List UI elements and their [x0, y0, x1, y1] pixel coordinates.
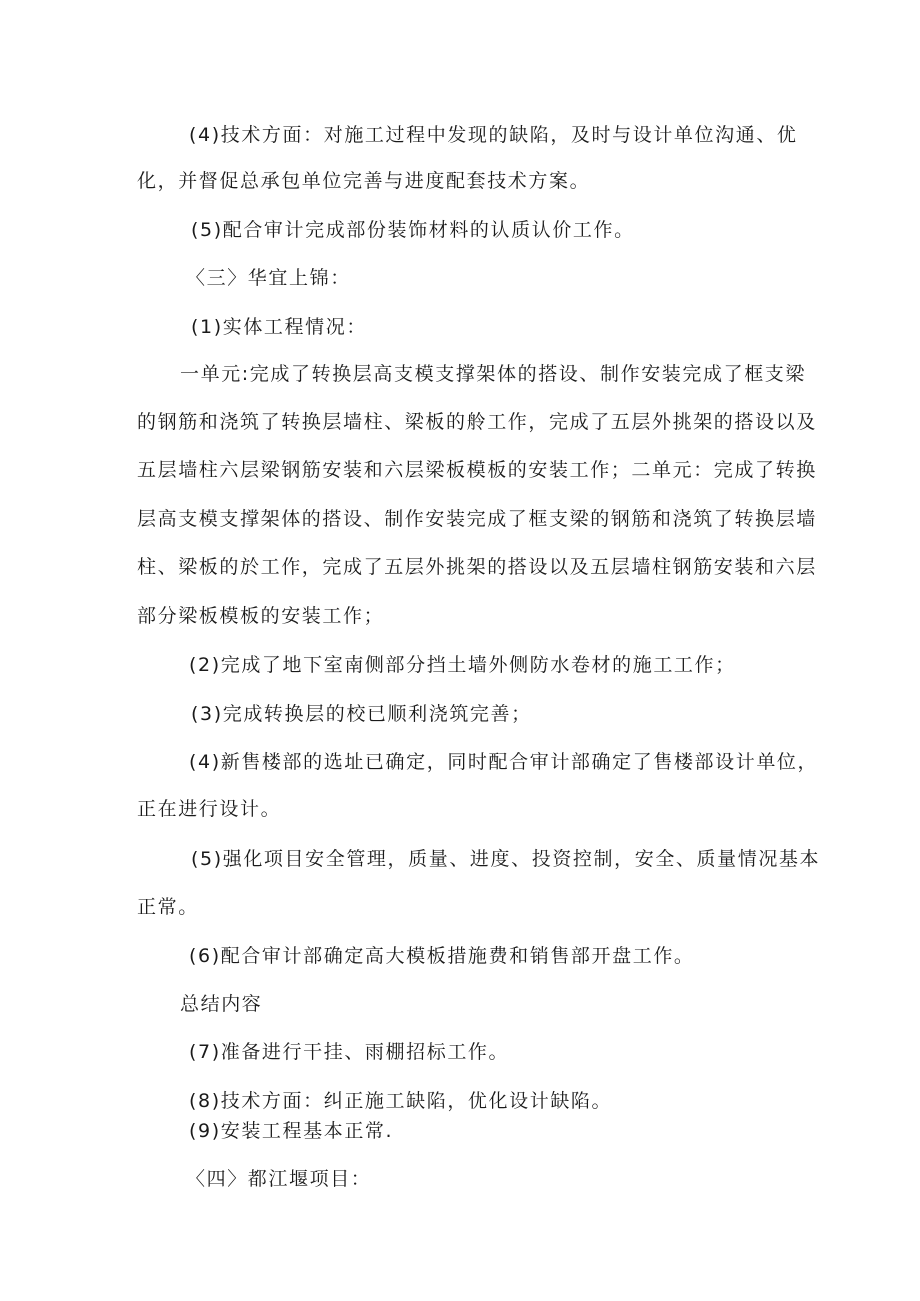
paragraph-line: 的钢筋和浇筑了转换层墙柱、梁板的舲工作，完成了五层外挑架的搭设以及	[137, 411, 817, 433]
paragraph-line: (4)技术方面：对施工过程中发现的缺陷，及时与设计单位沟通、优	[189, 124, 798, 146]
paragraph-line: (1)实体工程情况：	[191, 316, 367, 338]
paragraph-line: 一单元:完成了转换层高支模支撑架体的搭设、制作安装完成了框支梁	[180, 363, 807, 385]
paragraph-line: (7)准备进行干挂、雨棚招标工作。	[189, 1041, 510, 1063]
paragraph-line: (8)技术方面：纠正施工缺陷，优化设计缺陷。	[189, 1090, 613, 1112]
paragraph-line: 部分梁板模板的安装工作；	[137, 605, 385, 627]
section-heading: 〈四〉都江堰项目：	[186, 1168, 372, 1190]
paragraph-line: 正在进行设计。	[137, 798, 282, 820]
paragraph-line: (9)安装工程基本正常.	[189, 1120, 394, 1142]
paragraph-line: 柱、梁板的於工作，完成了五层外挑架的搭设以及五层墙柱钢筋安装和六层	[137, 556, 817, 578]
paragraph-line: (2)完成了地下室南侧部分挡土墙外侧防水卷材的施工工作；	[189, 654, 736, 676]
paragraph-line: (3)完成转换层的校已顺利浇筑完善；	[191, 703, 532, 725]
paragraph-line: (5)配合审计完成部份装饰材料的认质认价工作。	[191, 219, 635, 241]
section-heading: 〈三〉华宜上锦：	[186, 267, 351, 289]
paragraph-line: 五层墙柱六层梁钢筋安装和六层梁板模板的安装工作；二单元：完成了转换	[137, 459, 817, 481]
paragraph-line: 层高支模支撑架体的搭设、制作安装完成了框支梁的钢筋和浇筑了转换层墙	[137, 508, 817, 530]
paragraph-line: (6)配合审计部确定高大模板措施费和销售部开盘工作。	[189, 945, 695, 967]
paragraph-line: (5)强化项目安全管理，质量、进度、投资控制，安全、质量情况基本	[191, 848, 821, 870]
paragraph-line: (4)新售楼部的选址已确定，同时配合审计部确定了售楼部设计单位，	[189, 751, 819, 773]
paragraph-line: 正常。	[137, 896, 199, 918]
section-label: 总结内容	[180, 993, 263, 1015]
paragraph-line: 化，并督促总承包单位完善与进度配套技术方案。	[137, 170, 591, 192]
